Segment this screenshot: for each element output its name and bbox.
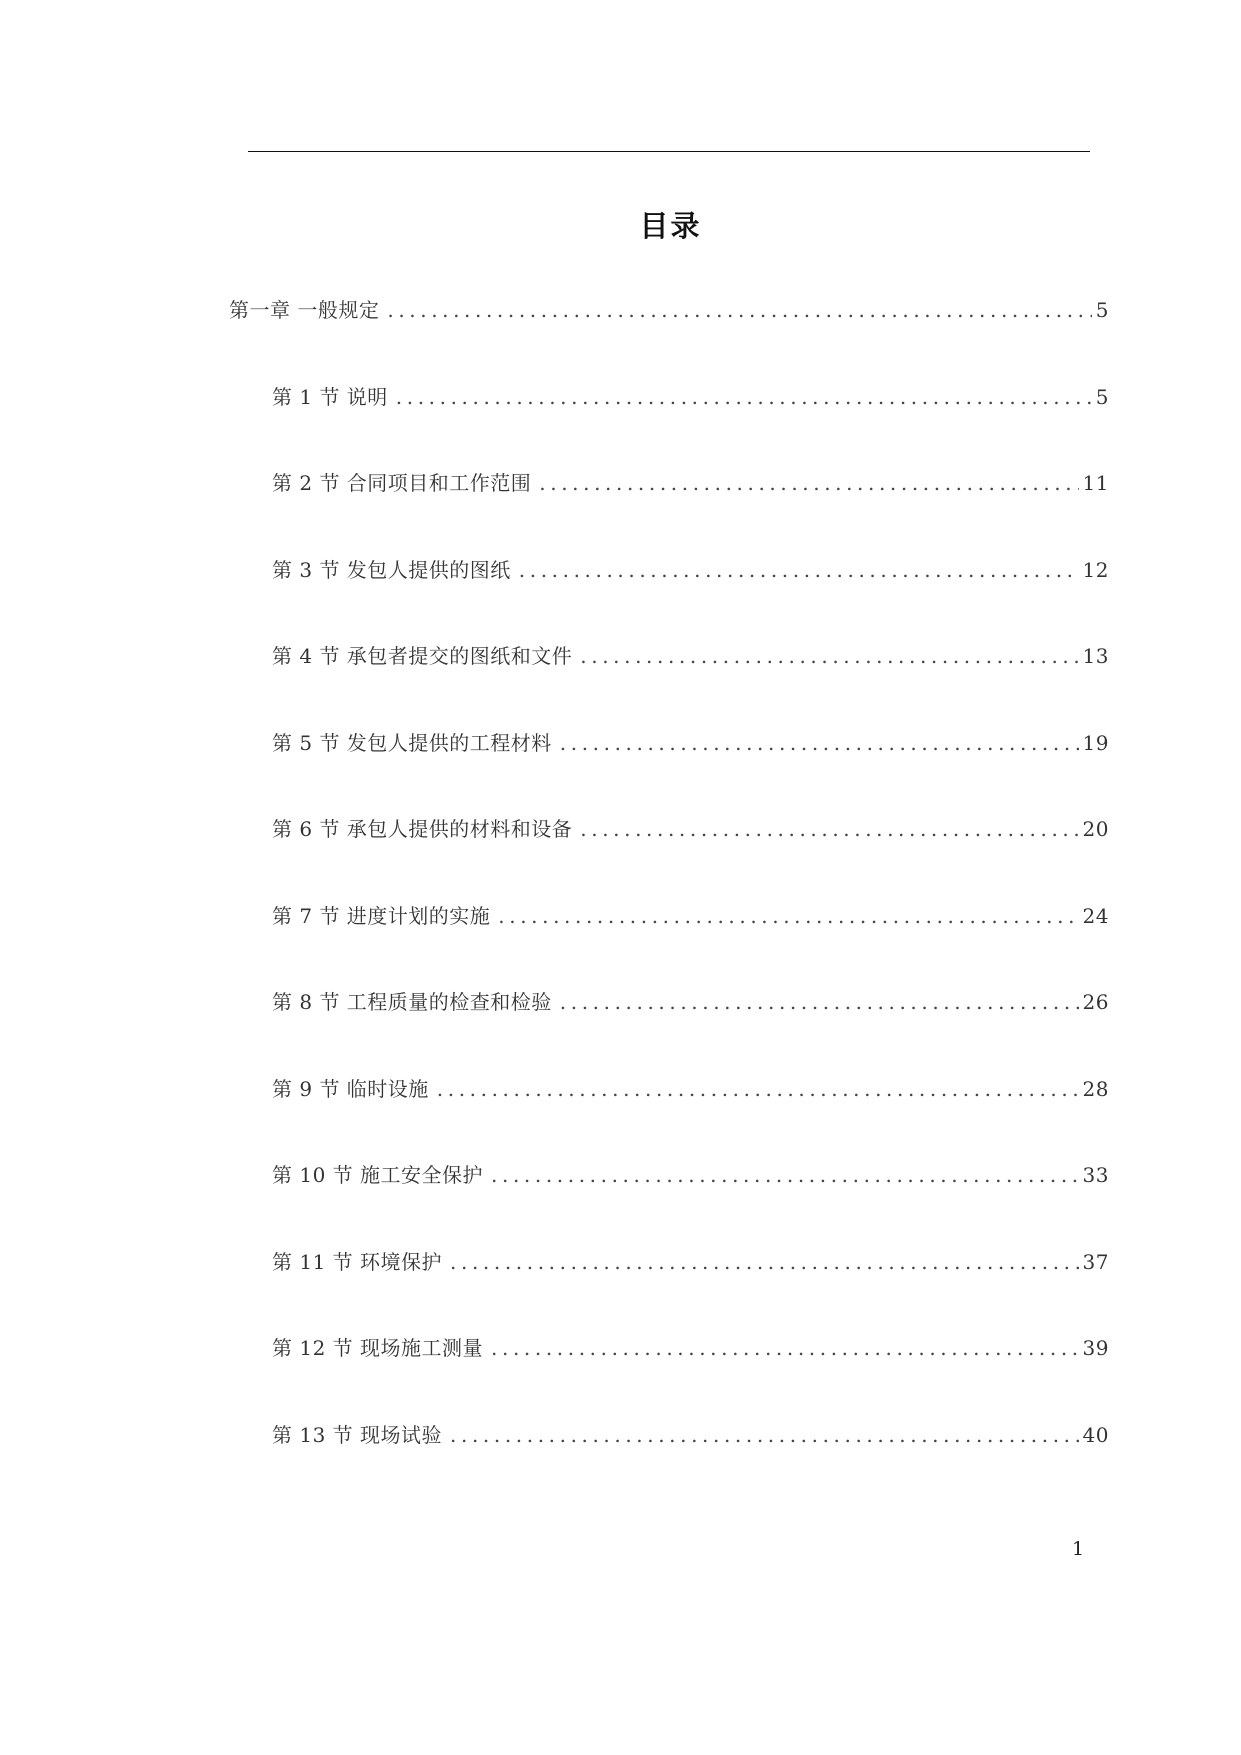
toc-leader-dots (560, 729, 1079, 757)
toc-entry-page: 11 (1082, 471, 1109, 495)
toc-leader-dots (560, 988, 1079, 1016)
toc-leader-dots (491, 1334, 1079, 1362)
toc-leader-dots (450, 1421, 1079, 1449)
toc-entry-label: 第 7 节 进度计划的实施 (272, 904, 491, 928)
toc-entry-page: 24 (1082, 904, 1109, 928)
toc-entry-page: 28 (1082, 1077, 1109, 1101)
toc-entry-section-12[interactable] (272, 1334, 1109, 1362)
header-rule (248, 151, 1090, 152)
toc-leader-dots (498, 902, 1078, 930)
toc-entry-label: 第 3 节 发包人提供的图纸 (272, 558, 511, 582)
toc-entry-section-11[interactable] (272, 1248, 1109, 1276)
toc-entry-label: 第 5 节 发包人提供的工程材料 (272, 731, 552, 755)
toc-entry-label: 第 13 节 现场试验 (272, 1423, 443, 1447)
toc-entry-section-2[interactable] (272, 469, 1109, 497)
toc-entry-page: 13 (1082, 644, 1109, 668)
toc-leader-dots (519, 556, 1079, 584)
toc-entry-page: 5 (1095, 385, 1109, 409)
toc-entry-section-9[interactable] (272, 1075, 1109, 1103)
toc-entry-page: 5 (1095, 298, 1109, 322)
toc-leader-dots (437, 1075, 1079, 1103)
toc-entry-page: 26 (1082, 990, 1109, 1014)
toc-entry-section-4[interactable] (272, 642, 1109, 670)
toc-entry-label: 第 8 节 工程质量的检查和检验 (272, 990, 552, 1014)
toc-leader-dots (580, 815, 1078, 843)
toc-leader-dots (450, 1248, 1079, 1276)
toc-entry-page: 37 (1082, 1250, 1109, 1274)
toc-entry-page: 39 (1082, 1336, 1109, 1360)
toc-entry-label: 第 9 节 临时设施 (272, 1077, 429, 1101)
toc-entry-label: 第一章 一般规定 (229, 298, 380, 322)
toc-entry-label: 第 11 节 环境保护 (272, 1250, 443, 1274)
toc-leader-dots (491, 1161, 1079, 1189)
toc-entry-label: 第 10 节 施工安全保护 (272, 1163, 484, 1187)
toc-entry-page: 12 (1082, 558, 1109, 582)
toc-entry-section-8[interactable] (272, 988, 1109, 1016)
toc-entry-label: 第 4 节 承包者提交的图纸和文件 (272, 644, 573, 668)
toc-entry-section-1[interactable] (272, 383, 1109, 411)
toc-entry-page: 40 (1082, 1423, 1109, 1447)
toc-entry-label: 第 6 节 承包人提供的材料和设备 (272, 817, 573, 841)
toc-entry-chapter-1[interactable] (229, 296, 1109, 324)
page-number: 1 (1072, 1538, 1085, 1560)
toc-entry-page: 20 (1082, 817, 1109, 841)
toc-entry-section-7[interactable] (272, 902, 1109, 930)
toc-entry-page: 33 (1082, 1163, 1109, 1187)
toc-entry-label: 第 2 节 合同项目和工作范围 (272, 471, 532, 495)
toc-leader-dots (580, 642, 1078, 670)
toc-title: 目录 (639, 209, 702, 243)
toc-leader-dots (539, 469, 1078, 497)
toc-leader-dots (387, 296, 1091, 324)
toc-leader-dots (396, 383, 1092, 411)
toc-entry-section-13[interactable] (272, 1421, 1109, 1449)
toc-entry-label: 第 1 节 说明 (272, 385, 388, 409)
toc-entry-section-10[interactable] (272, 1161, 1109, 1189)
toc-entry-page: 19 (1082, 731, 1109, 755)
toc-entry-section-5[interactable] (272, 729, 1109, 757)
toc-entry-section-3[interactable] (272, 556, 1109, 584)
toc-entry-section-6[interactable] (272, 815, 1109, 843)
toc-entry-label: 第 12 节 现场施工测量 (272, 1336, 484, 1360)
